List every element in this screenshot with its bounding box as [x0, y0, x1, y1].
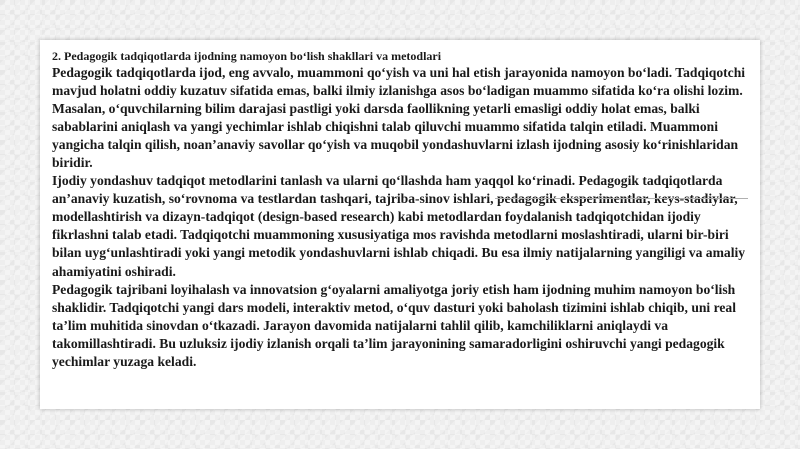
paragraph-innovation-practice: Pedagogik tajribani loyihalash va innovatsion g‘oyalarni amaliyotga joriy etish ham ijodning muhim namoyon bo‘lish shaklidir. Tadqiqotchi yangi dars modeli, interaktiv metod, o‘quv dasturi yoki baholash tizimini ishlab chiqib, uni real ta’lim muhitida sinovdan o‘tkazadi. Jarayon davomida natijalarni tahlil qilib, kamchiliklarni aniqlaydi va takomillashtiradi. Bu uzluksiz ijodiy izlanish orqali ta’lim jarayonining samaradorligini oshiruvchi yangi pedagogik yechimlar yuzaga keladi. — [52, 281, 737, 369]
paragraph-problem-statement: Pedagogik tadqiqotlarda ijod, eng avvalo, muammoni qo‘yish va uni hal etish jarayonida namoyon bo‘ladi. Tadqiqotchi mavjud holatni oddiy kuzatuv sifatida emas, balki ilmiy izlanishga asos bo‘ladigan muammo sifatida ko‘ra olishi lozim. Masalan, o‘quvchilarning bilim darajasi pastligi yoki darsda faollikning yetarli emasligi oddiy holat emas, balki sabablarini aniqlash va yangi yechimlar ishlab chiqishni talab qiluvchi muammo sifatida talqin etiladi. Muammoni yangicha talqin qilish, noan’anaviy savollar qo‘yish va muqobil yondashuvlarni izlash ijodning asosiy ko‘rinishlaridan biridir. — [52, 65, 746, 171]
slide-card — [40, 40, 760, 409]
slide-heading: 2. Pedagogik tadqiqotlarda ijodning namoyon bo‘lish shakllari va metodlari — [52, 49, 442, 63]
divider-line — [495, 198, 748, 199]
paragraph-research-methods: Ijodiy yondashuv tadqiqot metodlarini tanlash va ularni qo‘llashda ham yaqqol ko‘rinadi. Pedagogik tadqiqotlarda an’anaviy kuzatish, so‘rovnoma va testlardan tashqari, tajriba-sinov ishlari, pedagogik eksperimentlar, keys-stadiylar, modellashtirish va dizayn-tadqiqot (design-based research) kabi metodlardan foydalanish tadqiqotchidan ijodiy fikrlashni talab etadi. Tadqiqotchi muammoning xususiyatiga mos ravishda metodlarni moslashtiradi, ularni bir-biri bilan uyg‘unlashtiradi yoki yangi metodik yondashuvlarni ishlab chiqadi. Bu esa ilmiy natijalarning yangiligi va amaliy ahamiyatini oshiradi. — [52, 173, 746, 279]
